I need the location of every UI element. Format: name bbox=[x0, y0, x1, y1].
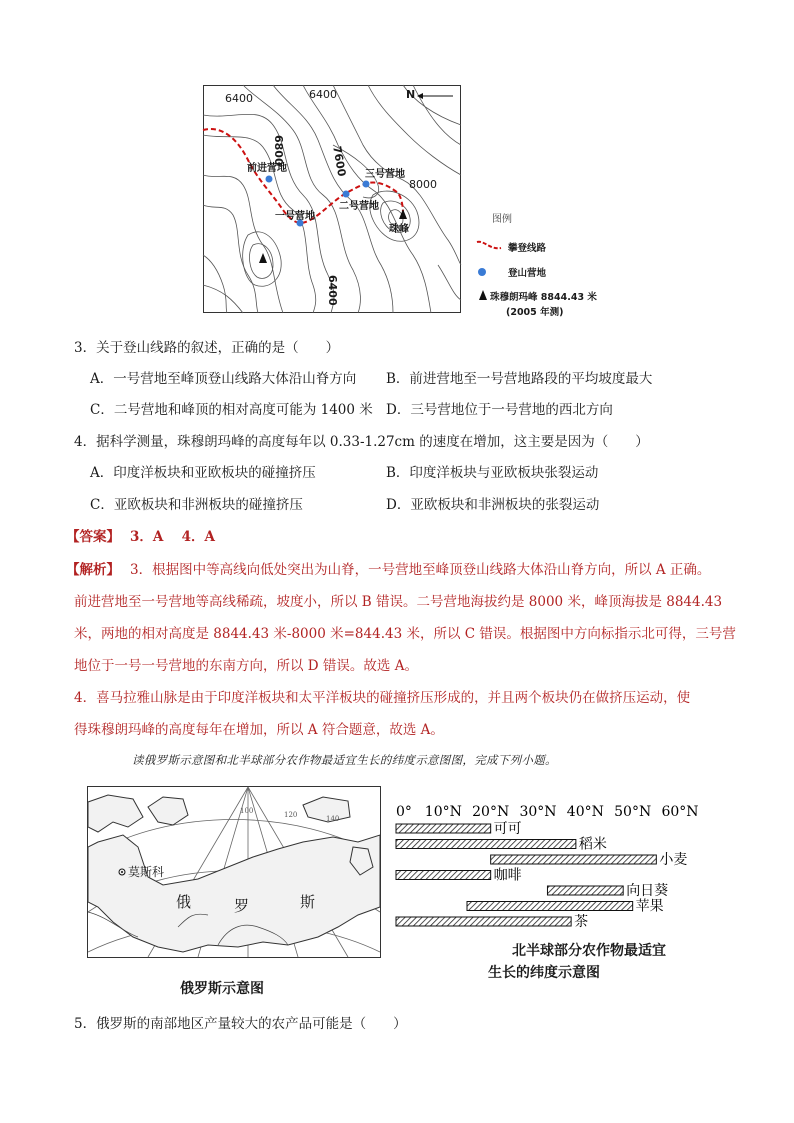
analysis-line: 前进营地至一号营地等高线稀疏，坡度小，所以 B 错误。二号营地海拔约是 8000 米，峰顶海拔是 8844.43 bbox=[74, 594, 723, 610]
axis-tick-label: 0° bbox=[396, 804, 412, 820]
legend-camp-icon bbox=[476, 266, 488, 278]
axis-tick-label: 30°N bbox=[519, 804, 557, 820]
q3-option-a: A．一号营地至峰顶登山线路大体沿山脊方向 bbox=[90, 371, 357, 387]
summit-label: 珠峰 bbox=[389, 224, 409, 235]
crop-chart bbox=[386, 800, 699, 950]
q3-option-d: D．三号营地位于一号营地的西北方向 bbox=[386, 402, 613, 418]
camp3-dot bbox=[363, 181, 370, 188]
advance-camp-label: 前进营地 bbox=[247, 163, 287, 174]
russia-map-caption: 俄罗斯示意图 bbox=[180, 981, 264, 997]
analysis-line: 4．喜马拉雅山脉是由于印度洋板块和太平洋板块的碰撞挤压形成的，并且两个板块仍在做挤压运动，使 bbox=[74, 690, 691, 706]
axis-tick-label: 60°N bbox=[661, 804, 699, 820]
contour-label: 8000 bbox=[409, 178, 437, 191]
contour-label: 6400 bbox=[309, 88, 337, 101]
longitude-label: 140 bbox=[326, 815, 340, 823]
crop-bar bbox=[396, 917, 571, 926]
contour-map bbox=[203, 85, 461, 313]
russia-char-3: 斯 bbox=[300, 893, 316, 911]
q3-option-c: C．二号营地和峰顶的相对高度可能为 1400 米 bbox=[90, 402, 373, 418]
contour-label: 7600 bbox=[330, 145, 349, 178]
contour-label: 6800 bbox=[272, 135, 285, 166]
crop-bar bbox=[396, 824, 491, 833]
longitude-label: 100 bbox=[240, 807, 254, 815]
legend-route-label: 攀登线路 bbox=[508, 243, 547, 254]
q4-option-d: D．亚欧板块和非洲板块的张裂运动 bbox=[386, 497, 600, 513]
crop-bar bbox=[396, 840, 576, 849]
contour-label: 6400 bbox=[326, 275, 339, 306]
crop-bar bbox=[547, 886, 623, 895]
axis-tick-label: 40°N bbox=[566, 804, 604, 820]
axis-tick-label: 10°N bbox=[424, 804, 462, 820]
camp3-label: 三号营地 bbox=[365, 169, 405, 180]
chart-title-line1: 北半球部分农作物最适宜 bbox=[512, 943, 666, 959]
chart-title-line2: 生长的纬度示意图 bbox=[488, 965, 600, 981]
q4-option-a: A．印度洋板块和亚欧板块的碰撞挤压 bbox=[90, 465, 316, 481]
crop-bar-label: 小麦 bbox=[659, 852, 688, 868]
crop-bar-label: 苹果 bbox=[635, 898, 664, 915]
crop-bar bbox=[467, 902, 633, 911]
analysis-line: 地位于一号一号营地的东南方向，所以 D 错误。故选 A。 bbox=[74, 658, 418, 674]
crop-chart-svg bbox=[386, 800, 699, 950]
q4-option-c: C．亚欧板块和非洲板块的碰撞挤压 bbox=[90, 497, 303, 513]
section-intro: 读俄罗斯示意图和北半球部分农作物最适宜生长的纬度示意图图，完成下列小题。 bbox=[132, 753, 557, 767]
crop-bar-label: 咖啡 bbox=[493, 867, 522, 884]
analysis-line: 3．根据图中等高线向低处突出为山脊，一号营地至峰顶登山线路大体沿山脊方向，所以 A 正确。 bbox=[130, 562, 711, 578]
advance-camp-dot bbox=[266, 176, 273, 183]
q3-option-b: B．前进营地至一号营地路段的平均坡度最大 bbox=[386, 371, 653, 387]
camp1-label: 一号营地 bbox=[275, 211, 315, 222]
analysis-line: 得珠穆朗玛峰的高度每年在增加，所以 A 符合题意，故选 A。 bbox=[74, 722, 444, 738]
legend-peak-icon bbox=[478, 289, 488, 301]
russia-char-2: 罗 bbox=[234, 897, 250, 915]
analysis-tag: 【解析】 bbox=[66, 562, 120, 578]
legend-peak-label: 珠穆朗玛峰 8844.43 米 bbox=[490, 292, 597, 303]
russia-char-1: 俄 bbox=[176, 893, 194, 911]
crop-bar-label: 稻米 bbox=[578, 836, 607, 853]
moscow-label: 莫斯科 bbox=[128, 865, 165, 879]
contour-label: 6400 bbox=[225, 92, 253, 105]
longitude-label: 120 bbox=[284, 811, 298, 819]
q3-stem: 3．关于登山线路的叙述，正确的是（ ） bbox=[74, 340, 340, 356]
q4-option-b: B．印度洋板块与亚欧板块张裂运动 bbox=[386, 465, 599, 481]
legend-peak-year: (2005 年测) bbox=[506, 307, 564, 318]
crop-bar bbox=[491, 855, 657, 864]
crop-bar-label: 茶 bbox=[574, 914, 589, 930]
legend-camp-label: 登山营地 bbox=[508, 268, 547, 279]
north-label: N bbox=[406, 88, 416, 101]
crop-bar bbox=[396, 871, 491, 880]
axis-tick-label: 50°N bbox=[614, 804, 652, 820]
legend-route-icon bbox=[476, 238, 502, 252]
camp2-label: 二号营地 bbox=[339, 201, 379, 212]
analysis-line: 米，两地的相对高度是 8844.43 米-8000 米=844.43 米，所以 C 错误。根据图中方向标指示北可得，三号营 bbox=[74, 626, 736, 642]
q4-stem: 4．据科学测量，珠穆朗玛峰的高度每年以 0.33-1.27cm 的速度在增加，这主要是因为（ ） bbox=[74, 434, 649, 450]
crop-bar-label: 可可 bbox=[493, 821, 522, 837]
answer-text: 3．A 4．A bbox=[130, 529, 215, 545]
axis-tick-label: 20°N bbox=[472, 804, 510, 820]
crop-bar-label: 向日葵 bbox=[626, 883, 669, 899]
legend-title: 图例 bbox=[492, 214, 512, 225]
russia-map bbox=[87, 786, 381, 958]
answer-tag: 【答案】 bbox=[66, 529, 120, 545]
q5-stem: 5．俄罗斯的南部地区产量较大的农产品可能是（ ） bbox=[74, 1016, 407, 1032]
